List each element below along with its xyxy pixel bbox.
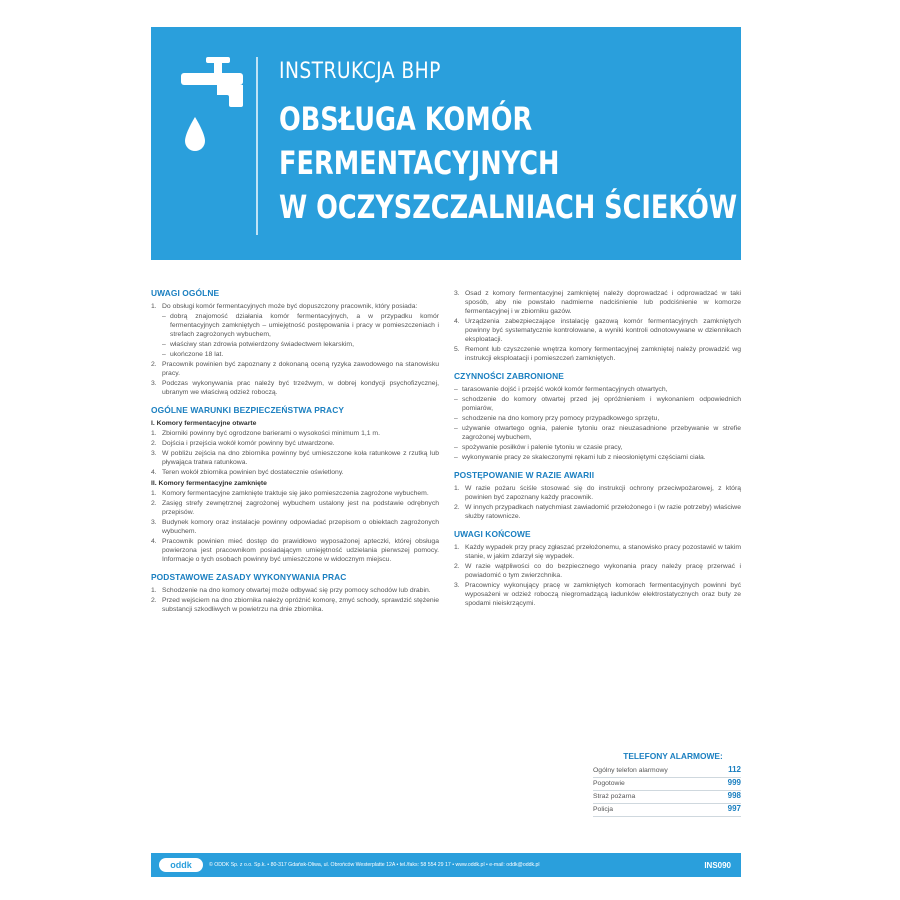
list-item: 2. Przed wejściem na dno zbiornika należy opróżnić komorę, zmyć schody, sprawdzić stężenie substancji szkodliwych w powietrzu na dnie zbiornika.: [151, 597, 439, 613]
list-item: 3. Osad z komory fermentacyjnej zamkniętej należy doprowadzać i odprowadzać w taki sposób, aby nie powstało nadmierne nadciśnienie lub podciśnienie w komorze fermentacyjnej i w zbiorniku gazów.: [454, 290, 741, 315]
phone-number: 112: [728, 765, 741, 774]
list-item: 3. Pracownicy wykonujący pracę w zamkniętych komorach fermentacyjnych powinni być wyposażeni w odzież roboczą niegromadzącą ładunków elektrostatycznych oraz buty ze spodami nieiskrzącymi.: [454, 582, 741, 607]
dash-item: – wykonywanie pracy ze skaleczonymi rękami lub z nieosłoniętymi częściami ciała.: [454, 454, 706, 461]
dash-item: – tarasowanie dojść i przejść wokół komór fermentacyjnych otwartych,: [454, 386, 668, 393]
phone-row: Pogotowie 999: [593, 778, 741, 791]
list-item: 1. Komory fermentacyjne zamknięte traktuje się jako pomieszczenia zagrożone wybuchem.: [151, 490, 429, 497]
list-item: 3. Budynek komory oraz instalacje powinny odpowiadać przepisom o obiektach zagrożonych wybuchem.: [151, 519, 439, 535]
subsection-title-otwarte: I. Komory fermentacyjne otwarte: [151, 420, 257, 427]
dash-item: – schodzenie do komory otwartej przed jej opróżnieniem i wykonaniem odpowiednich pomiarów,: [454, 396, 741, 412]
dash-item: – spożywanie posiłków i palenie tytoniu w czasie pracy,: [454, 444, 623, 451]
list-item: 2. Dojścia i przejścia wokół komór powinny być utwardzone.: [151, 440, 335, 447]
list-item: 3. Podczas wykonywania prac należy być trzeźwym, w dobrej kondycji psychofizycznej, ubranym we właściwą odzież roboczą.: [151, 380, 439, 396]
list-item: 4. Pracownik powinien mieć dostęp do prawidłowo wyposażonej apteczki, której obsługa powierzona jest pracownikom posiadającym umiejętność udzielania pierwszej pomocy. Informacje o tych osobach powinny być umieszczone w widocznym miejscu.: [151, 538, 439, 563]
water-tap-icon: [181, 55, 251, 165]
emergency-phones: [593, 751, 741, 817]
title-line-2: FERMENTACYJNYCH: [279, 144, 560, 182]
title-line-3: W OCZYSZCZALNIACH ŚCIEKÓW: [279, 188, 738, 226]
list-item: 5. Remont lub czyszczenie wnętrza komory fermentacyjnej zamkniętej należy prowadzić wg instrukcji eksploatacji i pomieszczeń zamkniętych.: [454, 346, 741, 362]
footer-contact: © ODDK Sp. z o.o. Sp.k. • 80-317 Gdańsk-Oliwa, ul. Obrońców Westerplatte 12A • tel./faks: 58 554 29 17 • www.oddk.pl • e-mail: oddk@oddk.pl: [209, 862, 540, 868]
document-kicker: INSTRUKCJA BHP: [279, 59, 441, 84]
list-item: 2. W razie wątpliwości co do bezpiecznego wykonania pracy należy pracę przerwać i powiadomić o tym zwierzchnika.: [454, 563, 741, 579]
list-item: 2. Zasięg strefy zewnętrznej zagrożonej wybuchem ustalony jest na podstawie odrębnych przepisów.: [151, 500, 439, 516]
dash-item: – ukończone 18 lat.: [162, 351, 224, 358]
phones-title: TELEFONY ALARMOWE:: [623, 751, 723, 761]
list-item: 4. Teren wokół zbiornika powinien być dostatecznie oświetlony.: [151, 469, 344, 476]
list-item: 1. W razie pożaru ściśle stosować się do instrukcji ochrony przeciwpożarowej, z którą powinien być zapoznany każdy pracownik.: [454, 485, 741, 501]
phone-row: Policja 997: [593, 804, 741, 817]
section-title-zasady: PODSTAWOWE ZASADY WYKONYWANIA PRAC: [151, 572, 347, 582]
title-line-1: OBSŁUGA KOMÓR: [279, 100, 533, 138]
section-title-uwagi-ogolne: UWAGI OGÓLNE: [151, 288, 220, 298]
list-item: 2. W innych przypadkach natychmiast zawiadomić przełożonego i (w razie potrzeby) właściwe służby ratownicze.: [454, 504, 741, 520]
document-title: [279, 97, 799, 229]
list-item: 1. Zbiorniki powinny być ogrodzone barierami o wysokości minimum 1,1 m.: [151, 430, 380, 437]
left-column: [151, 289, 439, 615]
section-title-awaria: POSTĘPOWANIE W RAZIE AWARII: [454, 470, 595, 480]
list-item: 3. W pobliżu zejścia na dno zbiornika powinny być umieszczone koła ratunkowe z rzutką lub pływająca tratwa ratunkowa.: [151, 450, 439, 466]
header-banner: [151, 27, 741, 260]
footer-bar: [151, 853, 741, 877]
list-item: 1. Każdy wypadek przy pracy zgłaszać przełożonemu, a stanowisko pracy pozostawić w takim stanie, w jakim zdarzył się wypadek.: [454, 544, 741, 560]
right-column: [454, 289, 741, 609]
list-item: 1. Do obsługi komór fermentacyjnych może być dopuszczony pracownik, który posiada:: [151, 303, 418, 310]
section-title-koncowe: UWAGI KOŃCOWE: [454, 529, 531, 539]
instruction-sheet: [151, 27, 741, 877]
subsection-title-zamkniete: II. Komory fermentacyjne zamknięte: [151, 480, 267, 487]
list-item: 4. Urządzenia zabezpieczające instalację gazową komór fermentacyjnych zamkniętych powinny być systematycznie kontrolowane, a wyniki kontroli odnotowywane w dziennikach eksploatacji.: [454, 318, 741, 343]
document-code: INS090: [704, 860, 731, 870]
header-divider: [256, 57, 258, 235]
section-title-zabronione: CZYNNOŚCI ZABRONIONE: [454, 371, 564, 381]
list-item: 1. Schodzenie na dno komory otwartej może odbywać się przy pomocy schodów lub drabin.: [151, 587, 431, 594]
dash-item: – właściwy stan zdrowia potwierdzony świadectwem lekarskim,: [162, 341, 354, 348]
phone-row: Straż pożarna 998: [593, 791, 741, 804]
dash-item: – używanie otwartego ognia, palenie tytoniu oraz nieuzasadnione przebywanie w strefie zagrożonej wybuchem,: [454, 425, 741, 441]
phone-number: 997: [727, 804, 741, 813]
list-item: 2. Pracownik powinien być zapoznany z dokonaną oceną ryzyka zawodowego na stanowisku pracy.: [151, 361, 439, 377]
phone-number: 998: [727, 791, 741, 800]
dash-item: – schodzenie na dno komory przy pomocy przypadkowego sprzętu,: [454, 415, 660, 422]
phone-number: 999: [727, 778, 741, 787]
section-title-warunki: OGÓLNE WARUNKI BEZPIECZEŃSTWA PRACY: [151, 405, 345, 415]
oddk-logo: oddk: [159, 858, 203, 872]
dash-item: – dobrą znajomość działania komór fermentacyjnych, a w przypadku komór fermentacyjnych zamkniętych – umiejętność postępowania i pracy w pomieszczeniach i strefach zagrożonych wybuchem,: [162, 313, 439, 338]
phone-row: Ogólny telefon alarmowy 112: [593, 765, 741, 778]
